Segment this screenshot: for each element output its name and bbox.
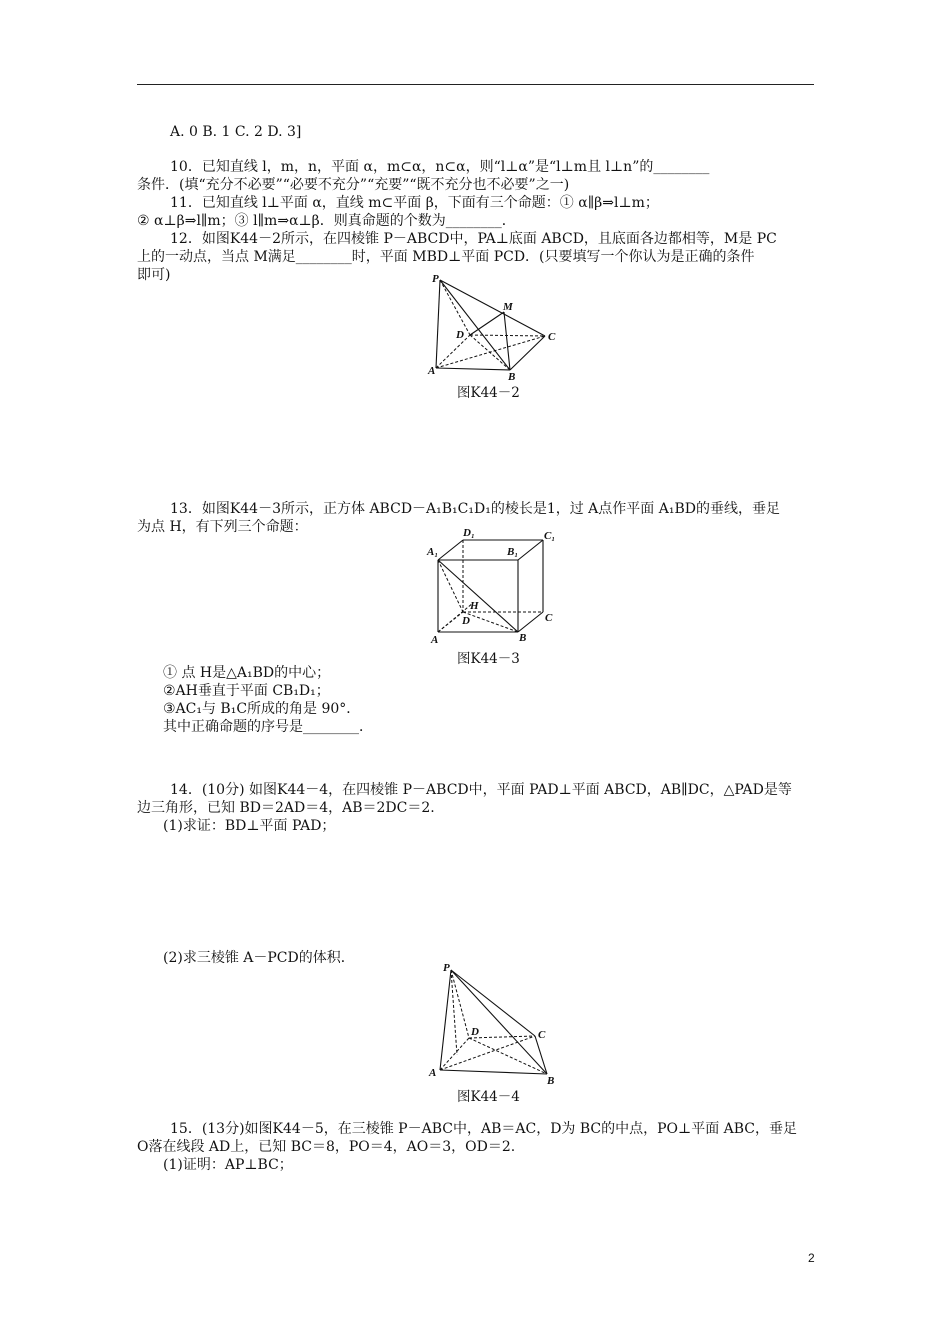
q15-line2: O落在线段 AD上，已知 BC＝8，PO＝4，AO＝3，OD＝2. xyxy=(137,1139,516,1155)
q13-line1: 13．如图K44－3所示，正方体 ABCD－A₁B₁C₁D₁的棱长是1，过 A点作平面 A₁BD的垂线，垂足 xyxy=(170,501,780,517)
q13-line2: 为点 H，有下列三个命题： xyxy=(137,519,308,535)
figure-k44-4 xyxy=(425,962,565,1087)
label-a: A xyxy=(431,634,439,646)
q14-part2: (2)求三棱锥 A－PCD的体积． xyxy=(163,950,355,966)
header-rule xyxy=(137,84,814,85)
figure-k44-4-caption: 图K44－4 xyxy=(457,1089,520,1105)
label-a: A xyxy=(429,1067,437,1079)
figure-k44-3-caption: 图K44－3 xyxy=(457,651,520,667)
label-d: D xyxy=(462,615,470,627)
q9-options: A. 0 B. 1 C. 2 D. 3] xyxy=(170,124,302,140)
page-number: 2 xyxy=(808,1251,815,1265)
q12-line2: 上的一动点，当点 M满足________时，平面 MBD⊥平面 PCD．(只要填写一个你认为是正确的条件 xyxy=(137,249,755,265)
q14-line2: 边三角形，已知 BD＝2AD＝4，AB＝2DC＝2. xyxy=(137,800,435,816)
label-a1: A₁ xyxy=(427,546,439,558)
label-p: P xyxy=(443,962,450,974)
q11-line1: 11．已知直线 l⊥平面 α，直线 m⊂平面 β，下面有三个命题：① α∥β⇒l⊥m； xyxy=(170,195,659,211)
q10-line1: 10．已知直线 l，m，n，平面 α，m⊂α，n⊂α，则“l⊥α”是“l⊥m且 l⊥n”的________ xyxy=(170,159,710,175)
label-b: B xyxy=(508,371,516,383)
q13-item-2: ②AH垂直于平面 CB₁D₁； xyxy=(163,683,330,699)
label-c1: C₁ xyxy=(544,530,556,542)
label-p: P xyxy=(432,273,439,285)
q15-line1: 15．(13分)如图K44－5，在三棱锥 P－ABC中，AB＝AC，D为 BC的中点，PO⊥平面 ABC，垂足 xyxy=(170,1121,798,1137)
q14-part1: (1)求证：BD⊥平面 PAD； xyxy=(163,818,336,834)
label-b: B xyxy=(547,1075,555,1087)
q12-line1: 12．如图K44－2所示，在四棱锥 P－ABCD中，PA⊥底面 ABCD，且底面各边都相等，M是 PC xyxy=(170,231,777,247)
label-b: B xyxy=(519,632,527,644)
q14-line1: 14．(10分) 如图K44－4，在四棱锥 P－ABCD中，平面 PAD⊥平面 ABCD，AB∥DC，△PAD是等 xyxy=(170,782,792,798)
label-c: C xyxy=(548,331,556,343)
label-c: C xyxy=(538,1029,546,1041)
figure-k44-2 xyxy=(420,270,570,383)
q13-item-1: ① 点 H是△A₁BD的中心； xyxy=(163,665,331,681)
label-d: D xyxy=(471,1026,479,1038)
label-c: C xyxy=(545,612,553,624)
label-d1: D₁ xyxy=(463,527,475,539)
q15-part1: (1)证明：AP⊥BC； xyxy=(163,1157,293,1173)
label-m: M xyxy=(503,301,513,313)
figure-k44-3 xyxy=(425,527,565,645)
label-a: A xyxy=(428,365,436,377)
q13-item-3: ③AC₁与 B₁C所成的角是 90°． xyxy=(163,701,361,717)
figure-k44-2-caption: 图K44－2 xyxy=(457,385,520,401)
label-d: D xyxy=(456,329,464,341)
q13-ask: 其中正确命题的序号是________． xyxy=(163,719,373,735)
q12-line3: 即可) xyxy=(137,267,171,283)
q10-line2: 条件．(填“充分不必要”“必要不充分”“充要”“既不充分也不必要”之一) xyxy=(137,177,570,193)
label-b1: B₁ xyxy=(507,546,519,558)
q11-line2: ② α⊥β⇒l∥m；③ l∥m⇒α⊥β．则真命题的个数为________． xyxy=(137,213,516,229)
label-h: H xyxy=(470,600,479,612)
